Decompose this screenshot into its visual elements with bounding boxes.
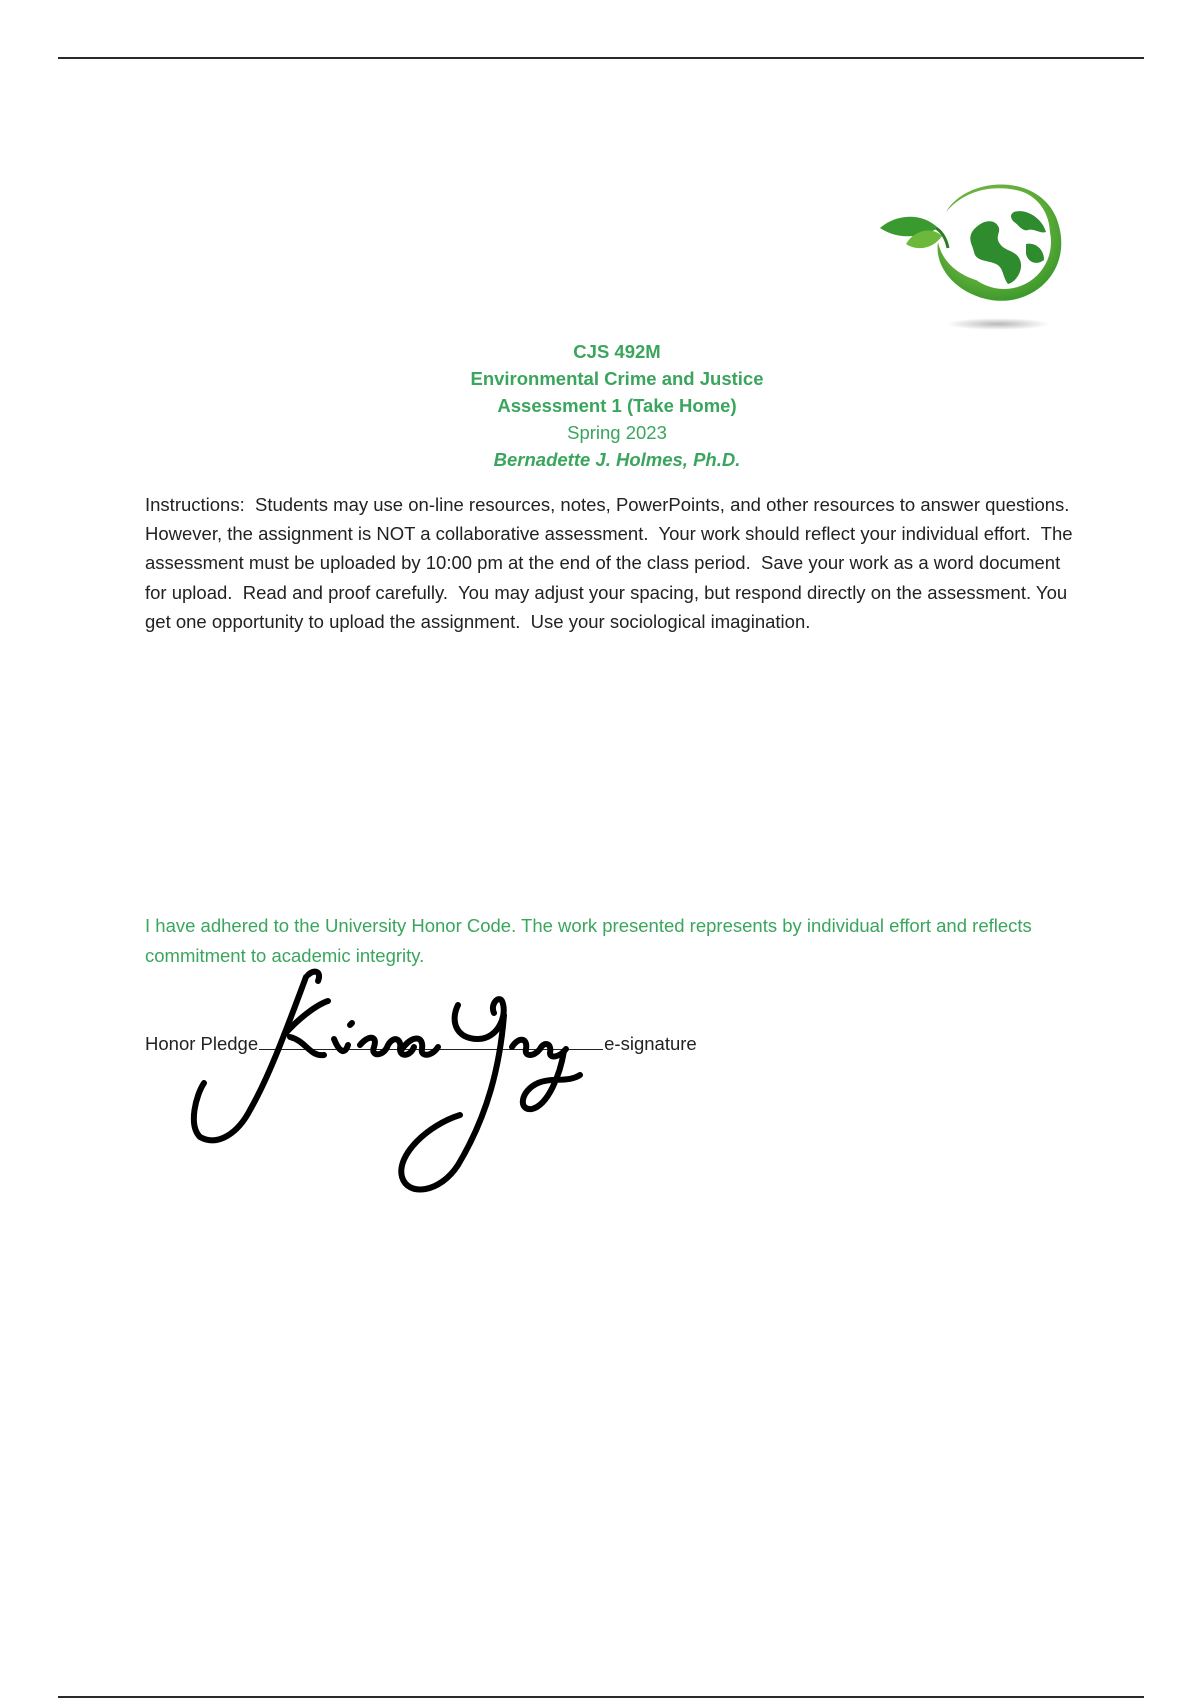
honor-pledge-label: Honor Pledge (145, 1033, 259, 1054)
instructions-paragraph: Instructions: Students may use on-line resources, notes, PowerPoints, and other resources to answer questions. However, the assignment is NOT a collaborative assessment. Your work should reflect your individual effort. The assessment must be uploaded by 10:00 pm at the end of the class period. Save your work as a word document for upload. Read and proof carefully. You may adjust your spacing, but respond directly on the assessment. You get one opportunity to upload the assignment. Use your sociological imagination. (145, 494, 1080, 632)
course-title: Environmental Crime and Justice (470, 368, 764, 389)
course-code: CJS 492M (573, 341, 661, 362)
assessment-title: Assessment 1 (Take Home) (497, 395, 737, 416)
bottom-rule (58, 1696, 1144, 1698)
document-header (0, 338, 1200, 473)
honor-code-statement: I have adhered to the University Honor Code. The work presented represents by individual effort and reflects commitment to academic integrity. (145, 915, 1032, 966)
handwritten-signature (188, 965, 618, 1205)
globe-leaf-logo-icon (876, 172, 1106, 342)
instructor-name: Bernadette J. Holmes, Ph.D. (493, 449, 741, 470)
esignature-label: e-signature (604, 1033, 697, 1054)
term: Spring 2023 (567, 422, 667, 443)
top-rule (58, 57, 1144, 59)
